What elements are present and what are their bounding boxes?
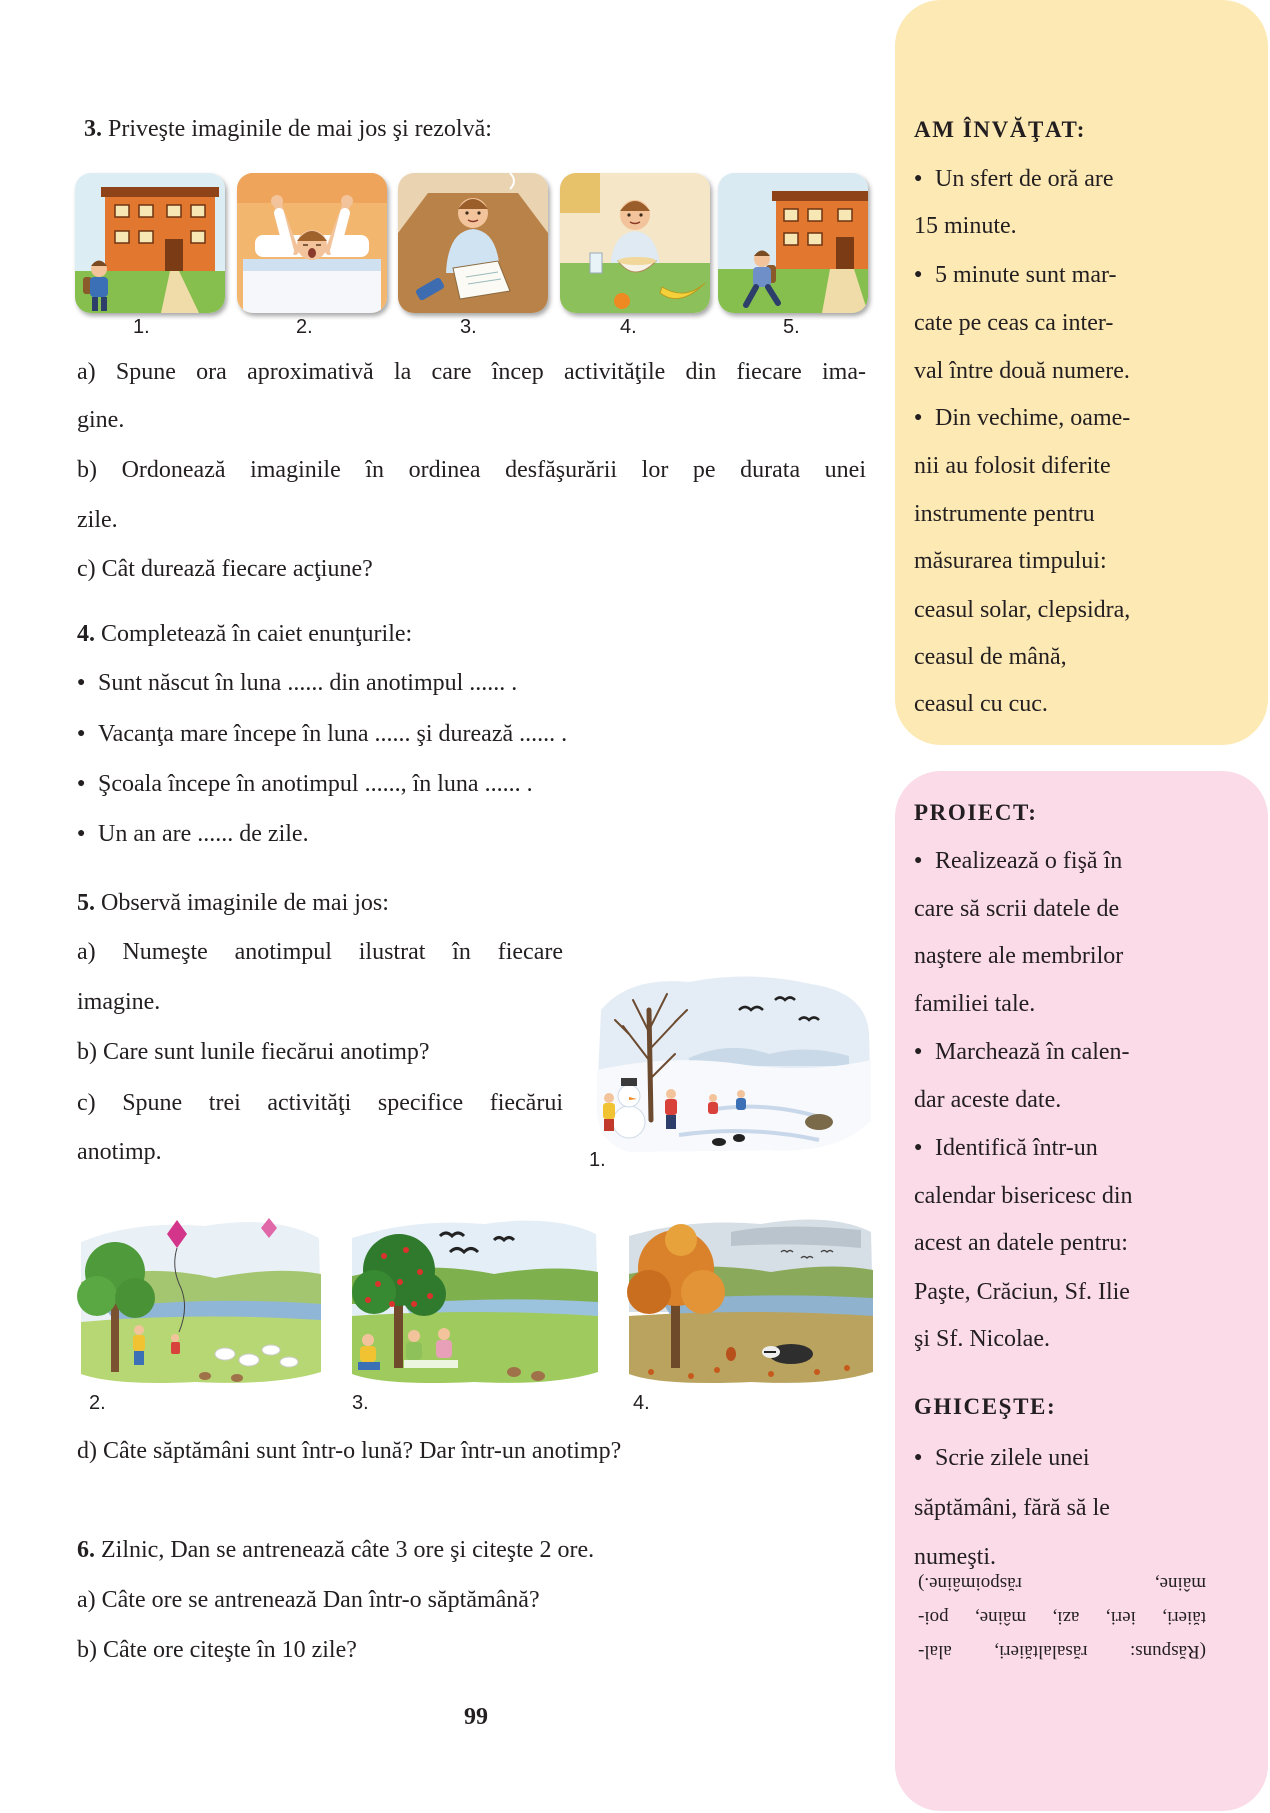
picture-label: 5. — [783, 316, 800, 338]
season-picture-label: 2. — [89, 1392, 106, 1414]
glass — [590, 253, 602, 273]
upside-down-answer — [918, 1566, 1206, 1668]
guess-line: săptămâni, fără să le — [914, 1495, 1110, 1521]
picture-label: 1. — [133, 316, 150, 338]
learned-line: nii au folosit diferite — [914, 453, 1111, 479]
picture-1-going-to-school — [75, 173, 225, 313]
project-line: naştere ale membrilor — [914, 943, 1124, 969]
exercise-5-question-c-cont: anotimp. — [77, 1139, 162, 1165]
exercise-5-question-c: c) Spune trei activităţi specifice fiecărui — [77, 1090, 563, 1116]
answer-line: mâine, răspoimâine.) — [918, 1573, 1206, 1594]
exercise-4-item: ● Sunt născut în luna ...... din anotimpul ...... . — [98, 669, 517, 697]
learned-line: ceasul solar, clepsidra, — [914, 597, 1131, 623]
orange-fruit — [614, 293, 630, 309]
picture-4-having-a-meal — [560, 173, 710, 313]
answer-line: (Răspuns: răsalaltăieri, alal- — [918, 1641, 1206, 1662]
learned-line: 15 minute. — [914, 213, 1017, 239]
exercise-5-question-a-cont: imagine. — [77, 989, 161, 1015]
exercise-prompt: Priveşte imaginile de mai jos şi rezolvă: — [108, 116, 492, 142]
season-picture-label: 4. — [633, 1392, 650, 1414]
project-line: ● Identifică într-un — [935, 1134, 1098, 1162]
exercise-3-question-a: a) Spune ora aproximativă la care încep activităţile din fiecare ima- — [77, 359, 866, 385]
child-figure-yellow — [603, 1093, 615, 1131]
child-figure-running — [171, 1334, 180, 1354]
exercise-number: 5. — [77, 890, 95, 916]
exercise-number: 3. — [84, 116, 102, 142]
guess-line: numeşti. — [914, 1544, 996, 1570]
page-number: 99 — [464, 1704, 488, 1730]
learned-line: ● Din vechime, oame- — [935, 404, 1130, 432]
learned-title: AM ÎNVĂŢAT: — [914, 117, 1086, 142]
season-picture-label: 1. — [589, 1149, 606, 1171]
project-line: ● Marchează în calen- — [935, 1038, 1130, 1066]
project-line: şi Sf. Nicolae. — [914, 1326, 1050, 1352]
picture-3-doing-homework — [398, 173, 548, 313]
exercise-4-heading — [77, 620, 412, 648]
exercise-6-question-a: a) Câte ore se antrenează Dan într-o săptămână? — [77, 1587, 540, 1613]
exercise-3-question-b-cont: zile. — [77, 507, 118, 533]
answer-line: tăieri, ieri, azi, mâine, poi- — [918, 1607, 1206, 1628]
learned-line: ceasul de mână, — [914, 644, 1067, 670]
exercise-6-heading — [77, 1536, 594, 1564]
picture-label: 3. — [460, 316, 477, 338]
learned-line: cate pe ceas ca inter- — [914, 310, 1114, 336]
exercise-6-question-b: b) Câte ore citeşte în 10 zile? — [77, 1637, 357, 1663]
learned-line: val între două numere. — [914, 358, 1130, 384]
picture-label: 2. — [296, 316, 313, 338]
exercise-number: 4. — [77, 621, 95, 647]
season-picture-label: 3. — [352, 1392, 369, 1414]
exercise-5-question-b: b) Care sunt lunile fiecărui anotimp? — [77, 1039, 430, 1065]
project-line: care să scrii datele de — [914, 896, 1120, 922]
house — [772, 191, 868, 269]
squirrel — [726, 1347, 736, 1361]
learned-line: măsurarea timpului: — [914, 548, 1107, 574]
season-picture-3-summer — [344, 1212, 600, 1386]
season-picture-1-winter — [589, 970, 872, 1155]
exercise-4-item: ● Şcoala începe în anotimpul ......, în luna ...... . — [98, 770, 533, 798]
project-line: familiei tale. — [914, 991, 1036, 1017]
exercise-5-question-d: d) Câte săptămâni sunt într-o lună? Dar într-un anotimp? — [77, 1438, 622, 1464]
project-line: ● Realizează o fişă în — [935, 847, 1122, 875]
picture-2-waking-up — [237, 173, 387, 313]
picture-label: 4. — [620, 316, 637, 338]
guess-title: GHICEŞTE: — [914, 1394, 1057, 1419]
project-line: Paşte, Crăciun, Sf. Ilie — [914, 1279, 1130, 1305]
exercise-4-item: ● Vacanţa mare începe în luna ...... şi durează ...... . — [98, 720, 567, 748]
exercise-prompt: Completează în caiet enunţurile: — [101, 621, 413, 647]
exercise-3-heading — [84, 115, 492, 143]
season-picture-4-autumn — [621, 1212, 875, 1386]
burrow — [805, 1114, 833, 1130]
child-figure-red — [665, 1089, 677, 1129]
picture-5-coming-home — [718, 173, 868, 313]
child-figure — [133, 1325, 145, 1365]
learned-line: ● Un sfert de oră are — [935, 165, 1114, 193]
exercise-3-question-c: c) Cât durează fiecare acţiune? — [77, 556, 373, 582]
exercise-4-item: ● Un an are ...... de zile. — [98, 820, 309, 848]
exercise-5-question-a: a) Numeşte anotimpul ilustrat în fiecare — [77, 939, 563, 965]
exercise-number: 6. — [77, 1537, 95, 1563]
project-line: calendar bisericesc din — [914, 1183, 1133, 1209]
season-picture-2-spring — [75, 1212, 323, 1386]
learned-line: ● 5 minute sunt mar- — [935, 261, 1117, 289]
school-house — [101, 187, 219, 271]
guess-line: ● Scrie zilele unei — [935, 1444, 1090, 1472]
learned-line: ceasul cu cuc. — [914, 691, 1048, 717]
project-title: PROIECT: — [914, 800, 1038, 825]
exercise-3-question-b: b) Ordonează imaginile în ordinea desfăşurării lor pe durata unei — [77, 457, 866, 483]
exercise-prompt: Zilnic, Dan se antrenează câte 3 ore şi citeşte 2 ore. — [101, 1537, 595, 1563]
exercise-prompt: Observă imaginile de mai jos: — [101, 890, 389, 916]
project-line: acest an datele pentru: — [914, 1230, 1128, 1256]
learned-line: instrumente pentru — [914, 501, 1095, 527]
project-line: dar aceste date. — [914, 1087, 1062, 1113]
exercise-3-question-a-cont: gine. — [77, 407, 125, 433]
exercise-5-heading — [77, 889, 389, 917]
